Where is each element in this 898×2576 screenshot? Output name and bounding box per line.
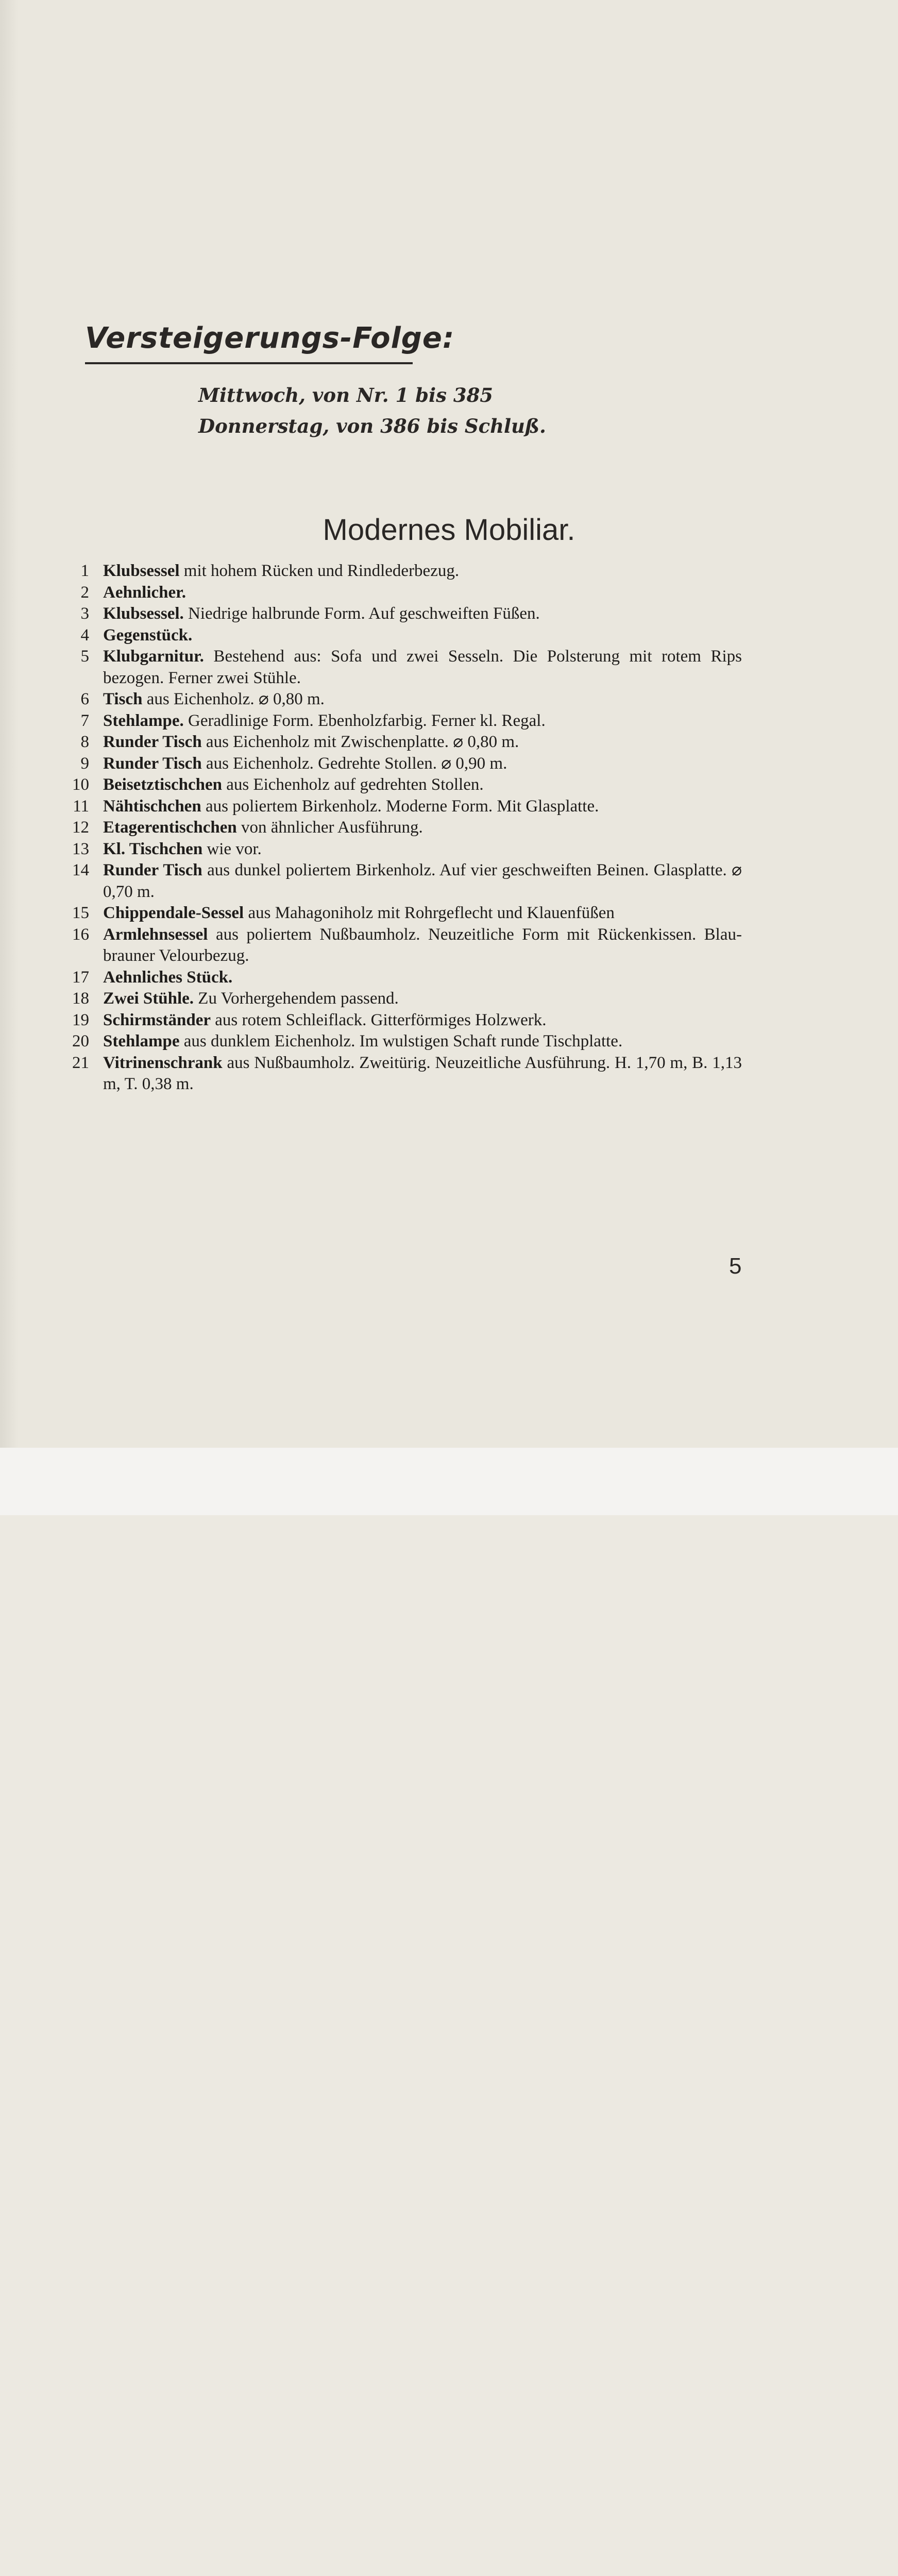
catalog-entry bbox=[67, 732, 742, 753]
catalog-entry bbox=[67, 817, 742, 839]
entry-description: aus Eichenholz auf gedrehten Stollen. bbox=[222, 775, 484, 794]
entry-number: 17 bbox=[72, 968, 89, 987]
entry-number: 4 bbox=[80, 625, 89, 645]
catalog-entry bbox=[67, 774, 742, 796]
catalog-entry bbox=[67, 646, 742, 689]
entry-term: Aehnliches Stück. bbox=[103, 968, 233, 987]
entry-number: 6 bbox=[80, 690, 89, 708]
entry-text bbox=[103, 1010, 742, 1031]
catalog-entry bbox=[67, 967, 742, 989]
entry-number: 16 bbox=[72, 925, 89, 944]
entry-description: von ähnlicher Ausführung. bbox=[236, 818, 423, 837]
entry-number: 9 bbox=[80, 754, 89, 773]
entry-number: 10 bbox=[72, 775, 89, 794]
entry-description: wie vor. bbox=[202, 839, 262, 858]
catalog-entry bbox=[67, 689, 742, 710]
title-underline bbox=[85, 362, 413, 364]
entry-term: Runder Tisch bbox=[103, 733, 202, 751]
catalog-entry bbox=[67, 1053, 742, 1095]
entry-description: aus dunklem Eichenholz. Im wulstigen Schaft runde Tischplatte. bbox=[179, 1032, 623, 1050]
entry-term: Zwei Stühle. bbox=[103, 989, 194, 1008]
catalog-entry bbox=[67, 903, 742, 924]
entry-description: Geradlinige Form. Ebenholzfarbig. Ferner kl. Regal. bbox=[183, 711, 546, 730]
entry-text bbox=[103, 967, 742, 989]
catalog-entry bbox=[67, 561, 742, 582]
entry-term: Klubgarnitur. bbox=[103, 647, 204, 666]
entry-text bbox=[103, 796, 742, 818]
catalog-entry bbox=[67, 625, 742, 647]
entry-term: Armlehnsessel bbox=[103, 925, 208, 944]
entry-description: aus poliertem Birkenholz. Moderne Form. Mit Glasplatte. bbox=[201, 796, 599, 816]
page-number: 5 bbox=[729, 1253, 742, 1279]
entry-text bbox=[103, 710, 742, 732]
entry-term: Stehlampe bbox=[103, 1032, 180, 1050]
entry-term: Gegenstück. bbox=[103, 625, 193, 645]
entry-description: Niedrige halbrunde Form. Auf geschweiften Füßen. bbox=[183, 604, 540, 623]
entry-text bbox=[103, 988, 742, 1010]
entry-text bbox=[103, 903, 742, 924]
entry-text bbox=[103, 603, 742, 625]
entry-description: mit hohem Rücken und Rindlederbezug. bbox=[179, 562, 460, 580]
entry-number: 2 bbox=[80, 583, 89, 602]
entry-description: aus poliertem Nußbaumholz. Neuzeitliche Form mit Rückenkissen. Blau-brauner Velourbezug. bbox=[103, 925, 742, 965]
entry-term: Schirmständer bbox=[103, 1010, 211, 1029]
entry-text bbox=[103, 753, 742, 775]
entry-number: 12 bbox=[72, 818, 89, 837]
entry-number: 13 bbox=[72, 839, 89, 858]
schedule-line-1: Mittwoch, von Nr. 1 bis 385 bbox=[198, 384, 494, 406]
section-heading: Modernes Mobiliar. bbox=[323, 513, 575, 547]
entry-term: Kl. Tischchen bbox=[103, 839, 203, 858]
entry-text bbox=[103, 1053, 742, 1095]
entry-number: 15 bbox=[72, 904, 89, 922]
entry-description: Bestehend aus: Sofa und zwei Sesseln. Die Polsterung mit rotem Rips bezogen. Ferner zwei Stühle. bbox=[103, 647, 742, 687]
page-title: Versteigerungs-Folge: bbox=[85, 321, 455, 355]
entry-number: 14 bbox=[72, 861, 89, 879]
entry-description: aus rotem Schleiflack. Gitterförmiges Holzwerk. bbox=[211, 1010, 547, 1029]
entry-text bbox=[103, 689, 742, 710]
entry-term: Vitrinenschrank bbox=[103, 1053, 223, 1072]
entry-term: Klubsessel. bbox=[103, 604, 184, 623]
catalog-entry bbox=[67, 839, 742, 860]
entry-number: 8 bbox=[80, 733, 89, 751]
entry-term: Tisch bbox=[103, 690, 143, 708]
entry-term: Klubsessel bbox=[103, 562, 180, 580]
catalog-entry bbox=[67, 753, 742, 775]
entry-description: aus Nußbaumholz. Zweitürig. Neuzeitliche Ausführung. H. 1,70 m, B. 1,13 m, T. 0,38 m. bbox=[103, 1053, 742, 1093]
entry-term: Aehnlicher. bbox=[103, 583, 187, 602]
entry-description: aus Eichenholz. Gedrehte Stollen. ⌀ 0,90 m. bbox=[201, 754, 507, 773]
digitization-footer bbox=[0, 1448, 898, 1515]
catalog-entries bbox=[67, 561, 742, 1095]
entry-text bbox=[103, 561, 742, 582]
entry-number: 1 bbox=[80, 562, 89, 580]
entry-number: 7 bbox=[80, 711, 89, 730]
entry-text bbox=[103, 646, 742, 689]
entry-number: 3 bbox=[80, 604, 89, 623]
catalog-entry bbox=[67, 582, 742, 604]
catalog-entry bbox=[67, 924, 742, 967]
entry-number: 5 bbox=[80, 647, 89, 666]
entry-text bbox=[103, 774, 742, 796]
entry-number: 11 bbox=[73, 796, 89, 816]
entry-text bbox=[103, 732, 742, 753]
catalog-entry bbox=[67, 1010, 742, 1031]
entry-description: aus dunkel poliertem Birkenholz. Auf vier geschweiften Beinen. Glasplatte. ⌀ 0,70 m. bbox=[103, 861, 742, 901]
catalog-entry bbox=[67, 710, 742, 732]
entry-term: Nähtischchen bbox=[103, 796, 201, 816]
catalog-entry bbox=[67, 603, 742, 625]
entry-number: 21 bbox=[72, 1053, 89, 1072]
entry-term: Chippendale-Sessel bbox=[103, 904, 244, 922]
schedule-line-2: Donnerstag, von 386 bis Schluß. bbox=[198, 415, 546, 437]
entry-text bbox=[103, 924, 742, 967]
entry-description: Zu Vorhergehendem passend. bbox=[194, 989, 399, 1008]
entry-description: aus Mahagoniholz mit Rohrgeflecht und Klauenfüßen bbox=[244, 904, 615, 922]
catalog-entry bbox=[67, 1031, 742, 1053]
entry-text bbox=[103, 839, 742, 860]
entry-number: 19 bbox=[72, 1010, 89, 1029]
entry-description: aus Eichenholz mit Zwischenplatte. ⌀ 0,80 m. bbox=[201, 733, 519, 751]
catalog-entry bbox=[67, 796, 742, 818]
entry-text bbox=[103, 582, 742, 604]
entry-number: 20 bbox=[72, 1032, 89, 1050]
entry-term: Stehlampe. bbox=[103, 711, 184, 730]
entry-term: Runder Tisch bbox=[103, 754, 202, 773]
catalog-entry bbox=[67, 988, 742, 1010]
entry-number: 18 bbox=[72, 989, 89, 1008]
entry-term: Beisetztischchen bbox=[103, 775, 222, 794]
catalog-entry bbox=[67, 860, 742, 903]
entry-description: aus Eichenholz. ⌀ 0,80 m. bbox=[142, 690, 325, 708]
entry-text bbox=[103, 625, 742, 647]
page-edge-shadow bbox=[0, 0, 19, 1448]
entry-term: Runder Tisch bbox=[103, 861, 202, 879]
entry-term: Etagerentischchen bbox=[103, 818, 237, 837]
entry-text bbox=[103, 817, 742, 839]
entry-text bbox=[103, 860, 742, 903]
entry-text bbox=[103, 1031, 742, 1053]
